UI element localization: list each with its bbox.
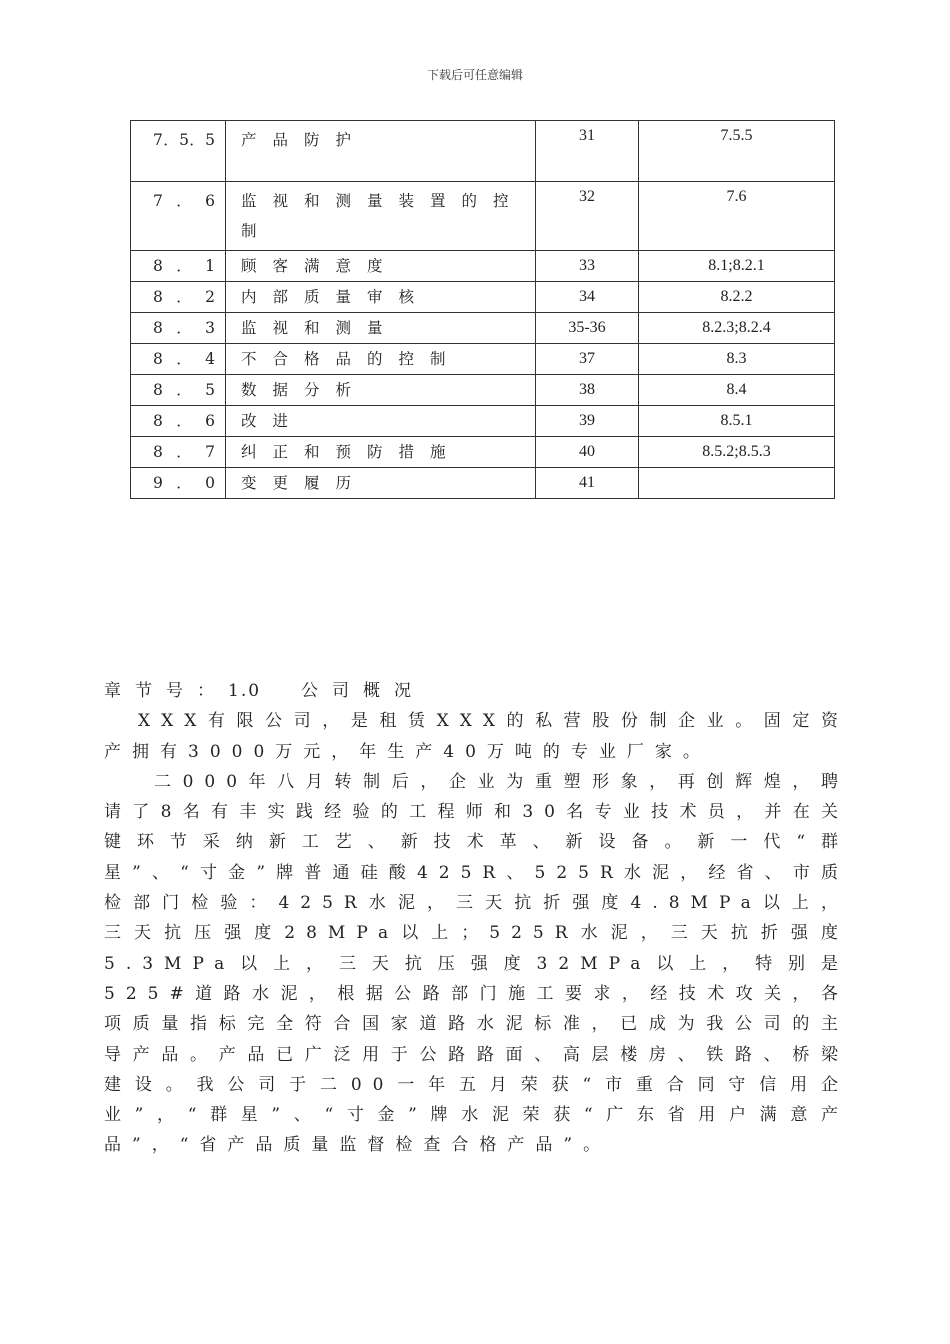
- toc-row: [131, 468, 835, 499]
- toc-number: 8．6: [131, 406, 226, 437]
- toc-number: 8．2: [131, 282, 226, 313]
- toc-number: 8．7: [131, 437, 226, 468]
- toc-clause: 8.1;8.2.1: [639, 251, 835, 282]
- chapter-title: 公司概况: [301, 681, 426, 701]
- toc-page: 41: [536, 468, 639, 499]
- body-text: [104, 676, 849, 1161]
- toc-row: [131, 251, 835, 282]
- toc-page: 35-36: [536, 313, 639, 344]
- chapter-heading: [104, 676, 849, 706]
- toc-number: 8．1: [131, 251, 226, 282]
- toc-clause: 8.5.2;8.5.3: [639, 437, 835, 468]
- toc-page: 39: [536, 406, 639, 437]
- toc-title: 改进: [226, 406, 536, 437]
- toc-clause: 8.4: [639, 375, 835, 406]
- toc-row: [131, 182, 835, 251]
- toc-title: 监视和测量: [226, 313, 536, 344]
- toc-title: 变更履历: [226, 468, 536, 499]
- toc-page: 33: [536, 251, 639, 282]
- toc-title: 数据分析: [226, 375, 536, 406]
- toc-row: [131, 406, 835, 437]
- toc-number: 9．0: [131, 468, 226, 499]
- toc-clause: 8.5.1: [639, 406, 835, 437]
- toc-title: 监视和测量装置的控制: [226, 182, 536, 251]
- chapter-number: 1.0: [228, 681, 262, 701]
- toc-clause: 8.2.3;8.2.4: [639, 313, 835, 344]
- toc-clause: 8.2.2: [639, 282, 835, 313]
- toc-page: 34: [536, 282, 639, 313]
- toc-number: 8．4: [131, 344, 226, 375]
- toc-row: [131, 121, 835, 182]
- toc-title: 内部质量审核: [226, 282, 536, 313]
- chapter-label: 章节号：: [104, 681, 228, 701]
- paragraph-history: 二000年八月转制后，企业为重塑形象，再创辉煌，聘请了8名有丰实践经验的工程师和30名专业技术员，并在关键环节采纳新工艺、新技术革、新设备。新一代“群星”、“寸金”牌普通硅酸425R、525R水泥，经省、市质检部门检验：425R水泥，三天抗折强度4.8MPa以上，三天抗压强度28MPa以上；525R水泥，三天抗折强度5.3MPa以上，三天抗压强度32MPa以上，特别是525#道路水泥，根据公路部门施工要求，经技术攻关，各项质量指标完全符合国家道路水泥标准，已成为我公司的主导产品。产品已广泛用于公路路面、高层楼房、铁路、桥梁建设。我公司于二00一年五月荣获“市重合同守信用企业”，“群星”、“寸金”牌水泥荣获“广东省用户满意产品”，“省产品质量监督检查合格产品”。: [104, 771, 849, 1156]
- toc-row: [131, 344, 835, 375]
- toc-clause: 8.3: [639, 344, 835, 375]
- toc-clause: [639, 468, 835, 499]
- toc-title: 纠正和预防措施: [226, 437, 536, 468]
- toc-page: 31: [536, 121, 639, 182]
- toc-title: 产品防护: [226, 121, 536, 182]
- toc-row: [131, 437, 835, 468]
- toc-number: 8．3: [131, 313, 226, 344]
- toc-number: 7．5．5: [131, 121, 226, 182]
- toc-page: 37: [536, 344, 639, 375]
- toc-row: [131, 313, 835, 344]
- toc-number: 7．6: [131, 182, 226, 251]
- toc-title: 不合格品的控制: [226, 344, 536, 375]
- toc-row: [131, 282, 835, 313]
- toc-title: 顾客满意度: [226, 251, 536, 282]
- toc-table: [130, 120, 835, 499]
- toc-clause: 7.6: [639, 182, 835, 251]
- toc-page: 38: [536, 375, 639, 406]
- toc-page: 40: [536, 437, 639, 468]
- paragraph-intro: XXX有限公司，是租赁XXX的私营股份制企业。固定资产拥有3000万元，年生产40万吨的专业厂家。: [104, 711, 849, 762]
- toc-row: [131, 375, 835, 406]
- toc-page: 32: [536, 182, 639, 251]
- toc-number: 8．5: [131, 375, 226, 406]
- toc-clause: 7.5.5: [639, 121, 835, 182]
- page-header-note: 下载后可任意编辑: [426, 68, 523, 82]
